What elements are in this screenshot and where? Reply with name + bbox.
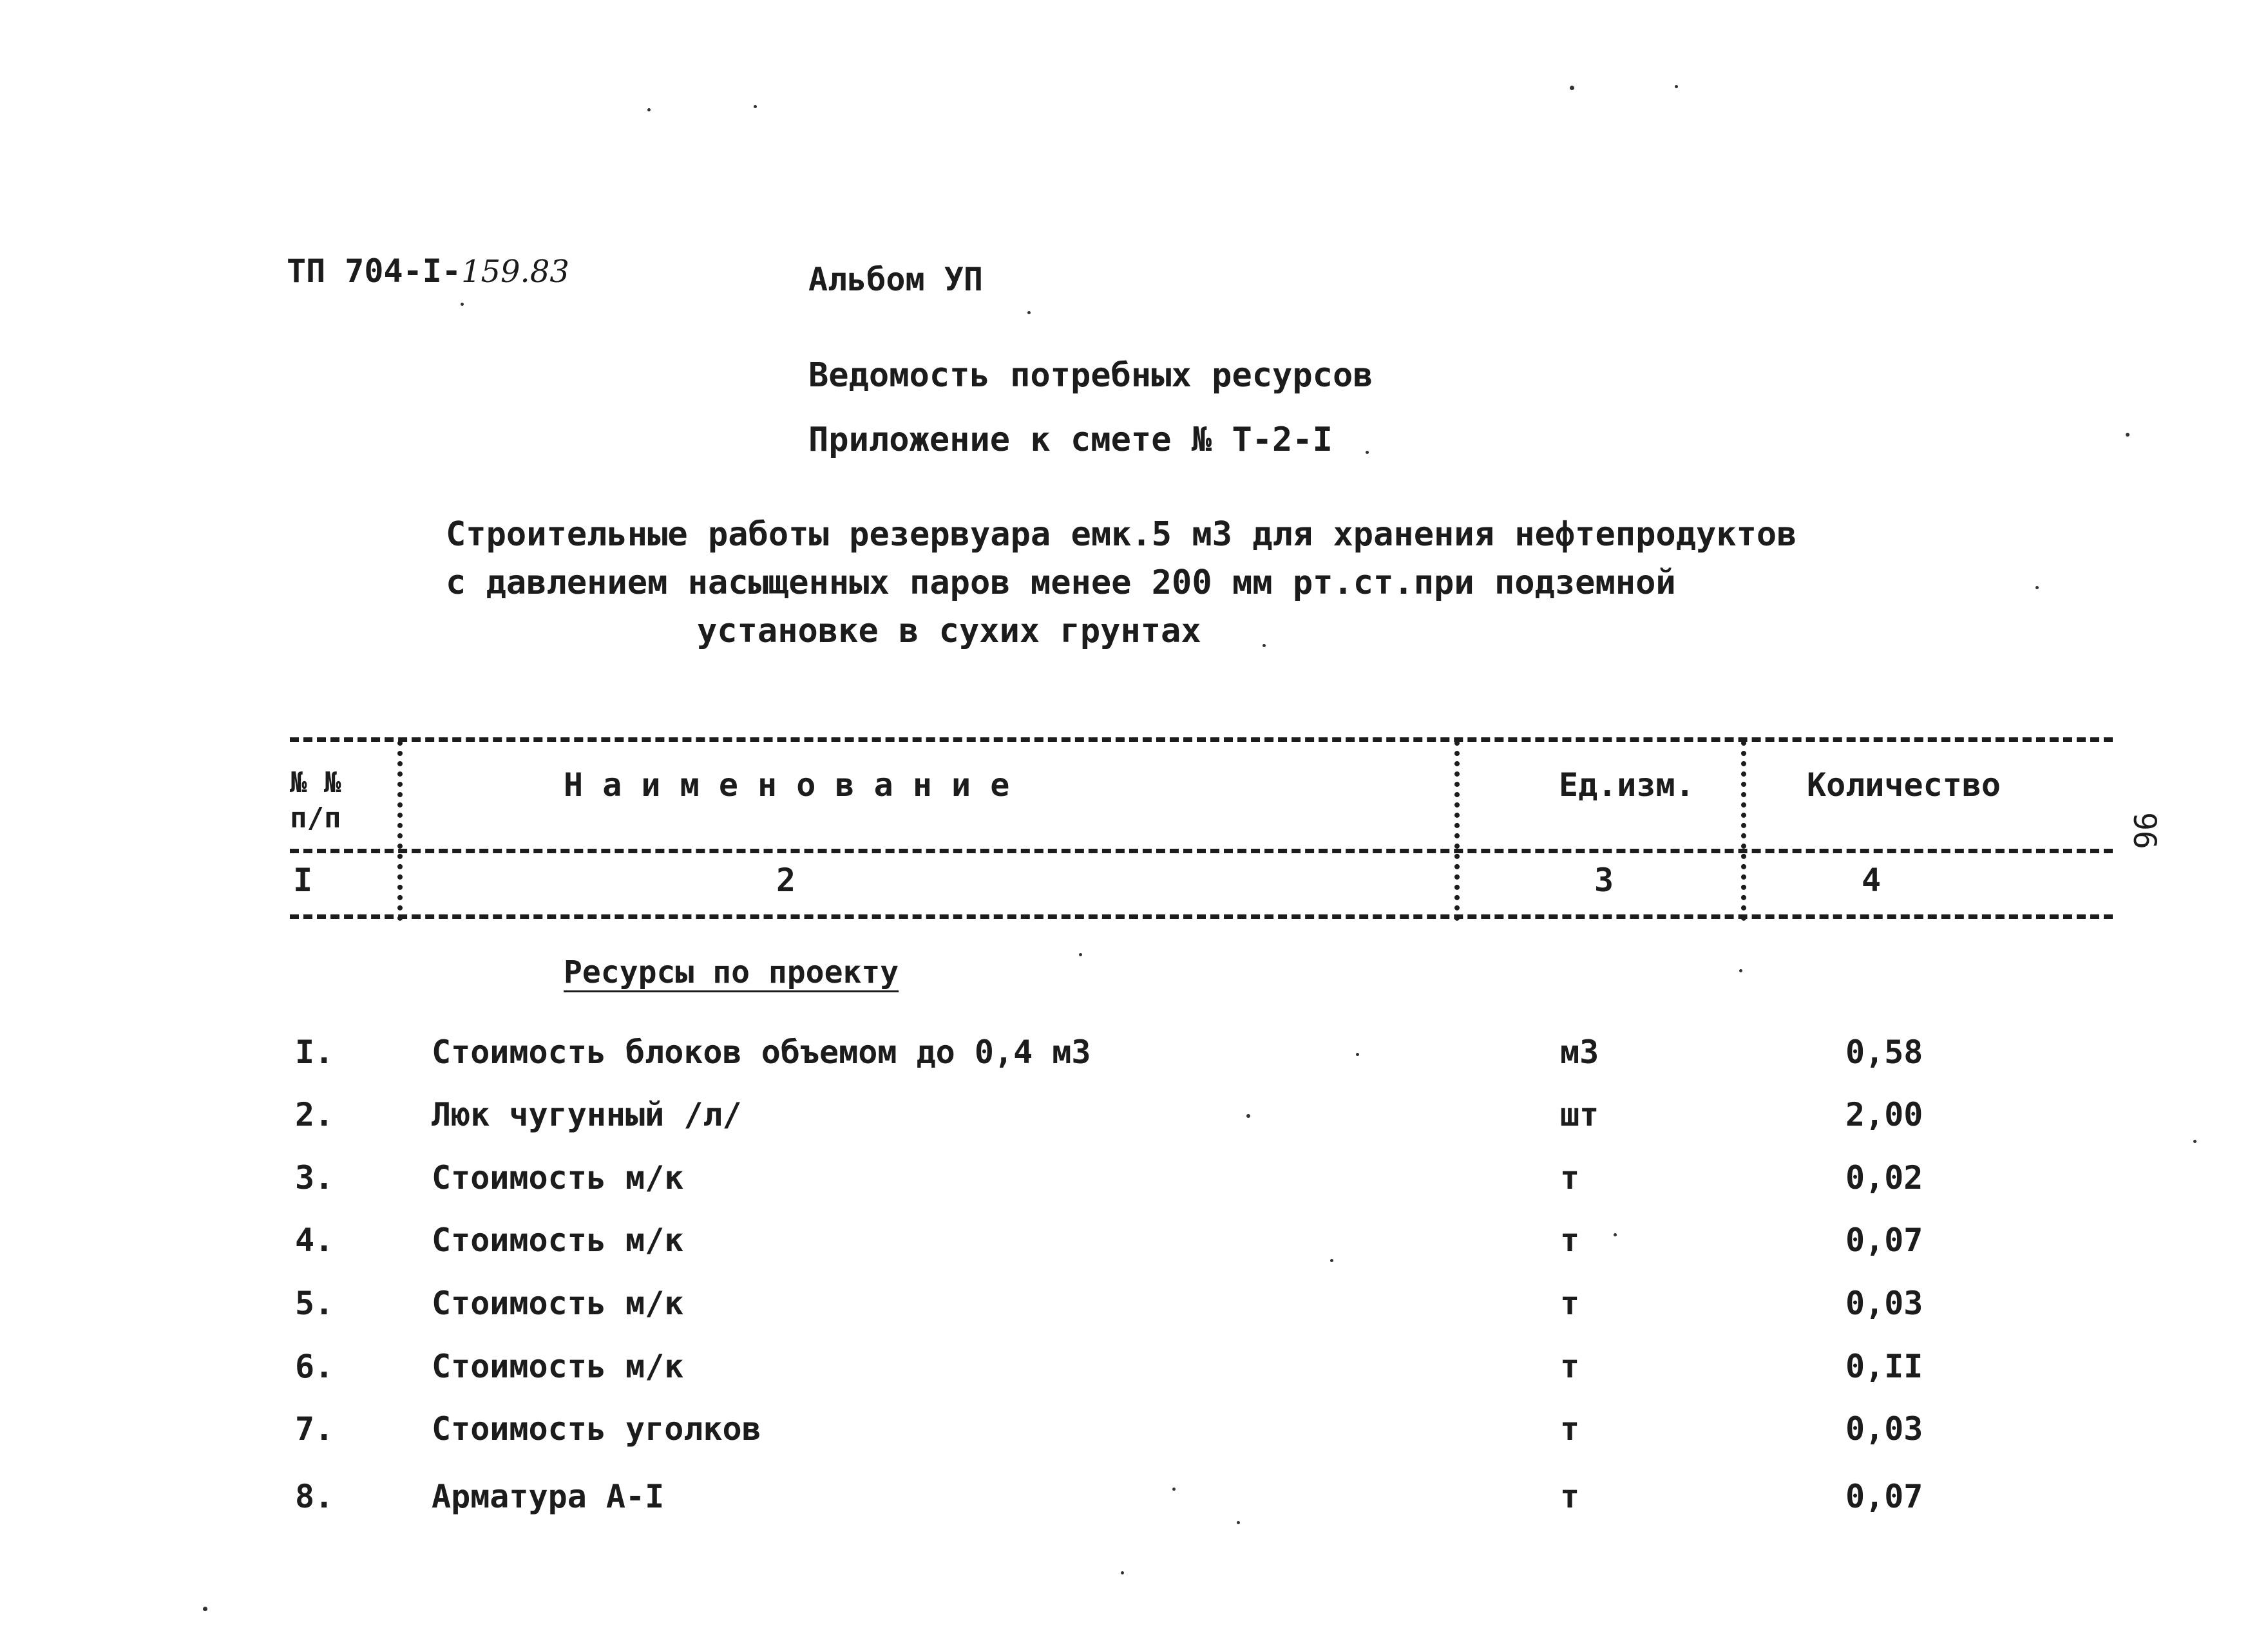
- row-unit: шт: [1560, 1096, 1599, 1133]
- scan-speck: [2126, 433, 2130, 437]
- table-top-rule: [290, 737, 2113, 742]
- description-line-1: Строительные работы резервуара емк.5 м3 для хранения нефтепродуктов: [446, 515, 1797, 554]
- scan-speck: [1172, 1488, 1176, 1491]
- row-number: 2.: [295, 1096, 334, 1133]
- page-title: Ведомость потребных ресурсов: [808, 356, 1373, 395]
- table-bottom-rule: [290, 914, 2113, 919]
- column-number-2: 2: [776, 862, 796, 899]
- row-quantity: 0,03: [1845, 1410, 1923, 1448]
- row-quantity: 0,58: [1845, 1034, 1923, 1071]
- row-quantity: 0,07: [1845, 1222, 1923, 1259]
- row-number: 7.: [295, 1410, 334, 1448]
- row-quantity: 0,07: [1845, 1478, 1923, 1515]
- scan-speck: [1246, 1114, 1250, 1118]
- row-quantity: 0,II: [1845, 1348, 1923, 1385]
- row-number: 5.: [295, 1285, 334, 1322]
- row-name: Люк чугунный /л/: [432, 1096, 742, 1133]
- row-name: Стоимость м/к: [432, 1159, 684, 1196]
- scan-speck: [1739, 969, 1742, 972]
- scan-speck: [1330, 1259, 1333, 1262]
- description-line-2: с давлением насыщенных паров менее 200 мм рт.ст.при подземной: [446, 563, 1676, 602]
- row-name: Стоимость м/к: [432, 1222, 684, 1259]
- row-quantity: 0,02: [1845, 1159, 1923, 1196]
- page-subtitle: Приложение к смете № Т-2-I: [808, 421, 1333, 459]
- header-number-line-2: п/п: [290, 802, 341, 835]
- scan-speck: [1079, 953, 1082, 956]
- row-name: Стоимость м/к: [432, 1348, 684, 1385]
- column-divider-2: [1454, 741, 1460, 921]
- column-divider-3: [1741, 741, 1746, 921]
- header-name: Н а и м е н о в а н и е: [564, 766, 1010, 804]
- header-unit: Ед.изм.: [1559, 766, 1695, 804]
- scan-speck: [2193, 1140, 2197, 1143]
- row-unit: т: [1560, 1478, 1580, 1515]
- table-header-rule: [290, 849, 2113, 853]
- scan-speck: [1570, 86, 1574, 90]
- row-name: Стоимость м/к: [432, 1285, 684, 1322]
- row-unit: т: [1560, 1348, 1580, 1385]
- section-title: Ресурсы по проекту: [564, 954, 899, 990]
- row-unit: т: [1560, 1222, 1580, 1259]
- header-number-line-1: № №: [290, 766, 341, 799]
- row-quantity: 0,03: [1845, 1285, 1923, 1322]
- row-number: 6.: [295, 1348, 334, 1385]
- row-name: Арматура А-I: [432, 1478, 665, 1515]
- scan-speck: [1237, 1521, 1240, 1524]
- document-code-typed: ТП 704-I-: [287, 252, 461, 290]
- row-name: Стоимость уголков: [432, 1410, 761, 1448]
- scan-speck: [754, 105, 757, 108]
- scan-speck: [1366, 451, 1369, 454]
- description-line-3: установке в сухих грунтах: [697, 612, 1201, 650]
- scan-speck: [2035, 586, 2039, 589]
- scan-speck: [203, 1607, 207, 1611]
- album-label: Альбом УП: [808, 261, 983, 298]
- row-unit: т: [1560, 1159, 1580, 1196]
- column-number-4: 4: [1862, 862, 1882, 899]
- row-number: 4.: [295, 1222, 334, 1259]
- scan-speck: [1614, 1233, 1617, 1236]
- row-name: Стоимость блоков объемом до 0,4 м3: [432, 1034, 1091, 1071]
- row-number: 3.: [295, 1159, 334, 1196]
- header-quantity: Количество: [1807, 766, 2001, 804]
- document-code-handwritten: 159.83: [461, 254, 569, 290]
- scan-speck: [1121, 1571, 1124, 1574]
- row-unit: т: [1560, 1285, 1580, 1322]
- row-unit: т: [1560, 1410, 1580, 1448]
- scan-speck: [647, 108, 651, 111]
- row-quantity: 2,00: [1845, 1096, 1923, 1133]
- scan-speck: [461, 303, 464, 306]
- scan-speck: [1027, 311, 1031, 314]
- scan-speck: [1356, 1053, 1359, 1056]
- column-number-3: 3: [1594, 862, 1614, 899]
- scan-speck: [1675, 85, 1678, 88]
- column-number-1: I: [293, 862, 313, 899]
- scan-speck: [1263, 644, 1266, 647]
- row-number: I.: [295, 1034, 334, 1071]
- row-unit: м3: [1560, 1034, 1599, 1071]
- column-divider-1: [397, 741, 403, 921]
- document-code: [287, 252, 569, 290]
- page-number: 96: [2126, 812, 2162, 849]
- row-number: 8.: [295, 1478, 334, 1515]
